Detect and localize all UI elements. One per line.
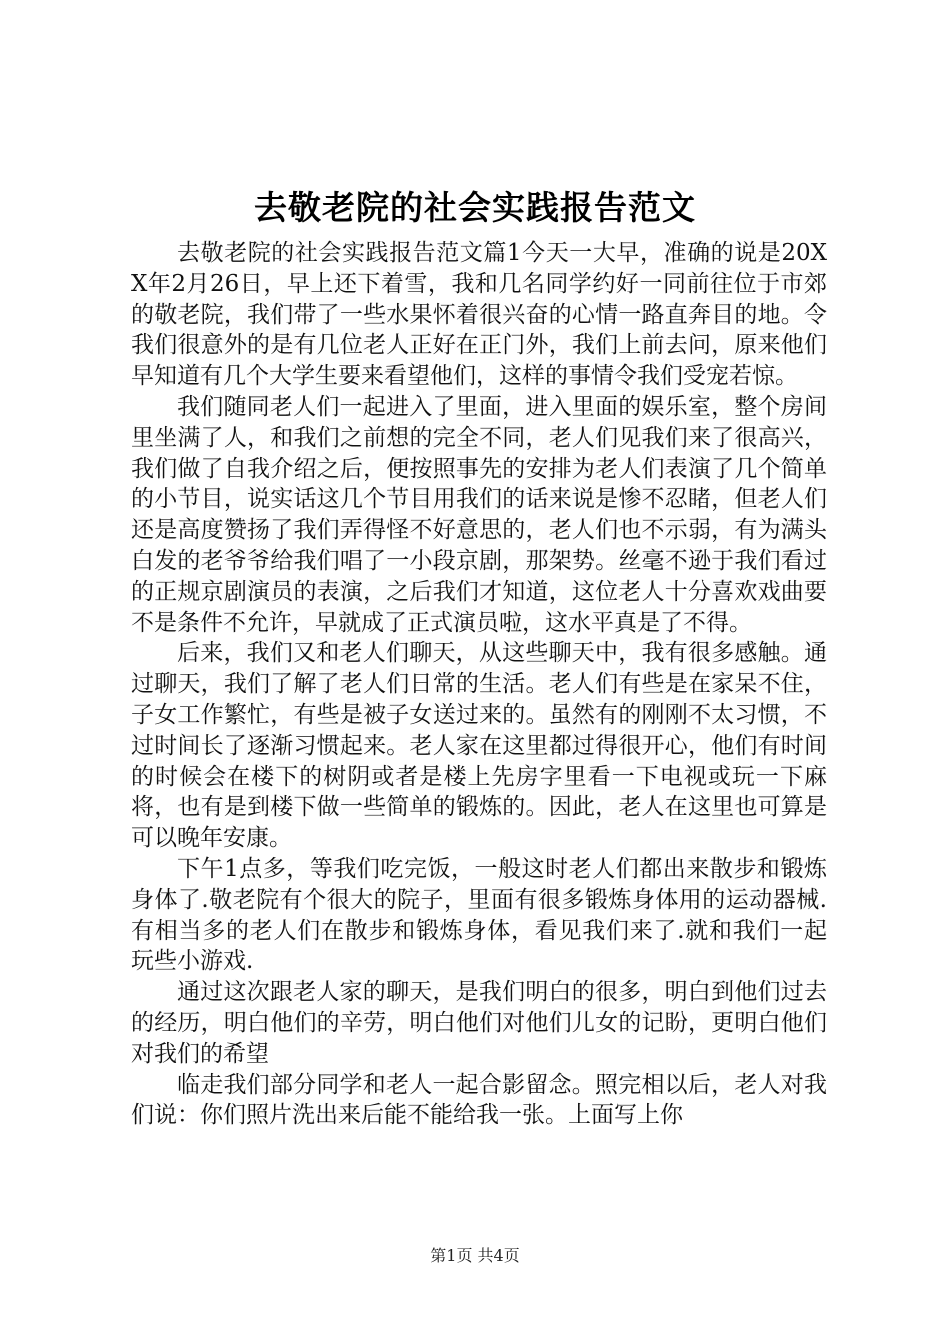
paragraph-4: 下午1点多，等我们吃完饭，一般这时老人们都出来散步和锻炼身体了.敬老院有个很大的院子，里面有很多锻炼身体用的运动器械.有相当多的老人们在散步和锻炼身体，看见我们来了.就和我们一起玩些小游戏. <box>131 855 827 975</box>
paragraph-6: 临走我们部分同学和老人一起合影留念。照完相以后，老人对我们说：你们照片洗出来后能不能给我一张。上面写上你 <box>131 1071 827 1129</box>
paragraph-5: 通过这次跟老人家的聊天，是我们明白的很多，明白到他们过去的经历，明白他们的辛劳，明白他们对他们儿女的记盼，更明白他们对我们的希望 <box>131 979 827 1067</box>
document-title: 去敬老院的社会实践报告范文 <box>254 188 696 227</box>
paragraph-2: 我们随同老人们一起进入了里面，进入里面的娱乐室，整个房间里坐满了人，和我们之前想的完全不同，老人们见我们来了很高兴，我们做了自我介绍之后，便按照事先的安排为老人们表演了几个简单的小节目，说实话这几个节目用我们的话来说是惨不忍睹，但老人们还是高度赞扬了我们弄得怪不好意思的，老人们也不示弱，有为满头白发的老爷爷给我们唱了一小段京剧，那架势。丝毫不逊于我们看过的正规京剧演员的表演，之后我们才知道，这位老人十分喜欢戏曲要不是条件不允许，早就成了正式演员啦，这水平真是了不得。 <box>131 393 827 636</box>
paragraph-3: 后来，我们又和老人们聊天，从这些聊天中，我有很多感触。通过聊天，我们了解了老人们日常的生活。老人们有些是在家呆不住，子女工作繁忙，有些是被子女送过来的。虽然有的刚刚不太习惯，不过时间长了逐渐习惯起来。老人家在这里都过得很开心，他们有时间的时候会在楼下的树阴或者是楼上先房字里看一下电视或玩一下麻将，也有是到楼下做一些简单的锻炼的。因此，老人在这里也可算是可以晚年安康。 <box>131 640 827 852</box>
page-footer: 第1页 共4页 <box>430 1246 520 1265</box>
paragraph-1: 去敬老院的社会实践报告范文篇1今天一大早，准确的说是20XX年2月26日，早上还下着雪，我和几名同学约好一同前往位于市郊的敬老院，我们带了一些水果怀着很兴奋的心情一路直奔目的地。令我们很意外的是有几位老人正好在正门外，我们上前去问，原来他们早知道有几个大学生要来看望他们，这样的事情令我们受宠若惊。 <box>131 240 827 390</box>
document-body <box>131 238 827 1131</box>
